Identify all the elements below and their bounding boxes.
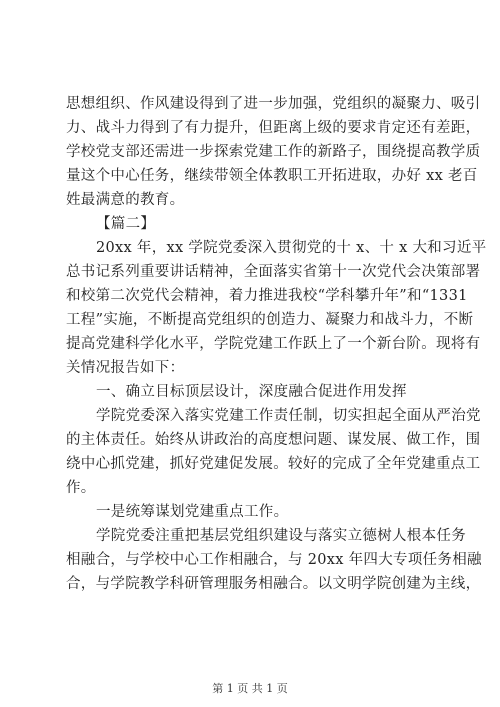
item-heading: 一是统筹谋划党建重点工作。 (96, 504, 289, 520)
text-line: 关情况报告如下： (66, 360, 185, 376)
text-line: 合，与学院教学科研管理服务相融合。以文明学院创建为主线， (66, 576, 481, 592)
text-line: 相融合，与学校中心工作相融合，与 20xx 年四大专项任务相融 (66, 552, 482, 568)
paragraph-start: 学院党委注重把基层党组织建设与落实立德树人根本任务 (96, 528, 466, 544)
text-line: 工程”实施，不断提高党组织的创造力、凝聚力和战斗力，不断 (66, 312, 474, 328)
document-body (66, 92, 487, 596)
text-line: 作。 (66, 480, 96, 496)
page-footer: 第 1 页 共 1 页 (212, 682, 288, 695)
text-line: 量这个中心任务，继续带领全体教职工开拓进取，办好 xx 老百 (66, 168, 478, 184)
text-line: 姓最满意的教育。 (66, 192, 185, 208)
text-line: 提高党建科学化水平，学院党建工作跃上了一个新台阶。现将有 (66, 336, 481, 352)
text-line: 的主体责任。始终从讲政治的高度想问题、谋发展、做工作，围 (66, 432, 481, 448)
paragraph-start: 20xx 年，xx 学院党委深入贯彻党的十 x、十 x 大和习近平 (96, 240, 487, 256)
section-heading: 【篇二】 (96, 216, 156, 232)
text-line: 思想组织、作风建设得到了进一步加强，党组织的凝聚力、吸引 (66, 96, 481, 112)
text-line: 总书记系列重要讲话精神，全面落实省第十一次党代会决策部署 (66, 264, 481, 280)
text-line: 和校第二次党代会精神，着力推进我校“学科攀升年”和“1331 (66, 288, 468, 304)
text-line: 学校党支部还需进一步探索党建工作的新路子，围绕提高教学质 (66, 144, 481, 160)
subsection-heading: 一、确立目标顶层设计，深度融合促进作用发挥 (96, 384, 407, 400)
paragraph-start: 学院党委深入落实党建工作责任制，切实担起全面从严治党 (96, 408, 481, 424)
text-line: 力、战斗力得到了有力提升，但距离上级的要求肯定还有差距， (66, 120, 481, 136)
text-line: 绕中心抓党建，抓好党建促发展。较好的完成了全年党建重点工 (66, 456, 481, 472)
